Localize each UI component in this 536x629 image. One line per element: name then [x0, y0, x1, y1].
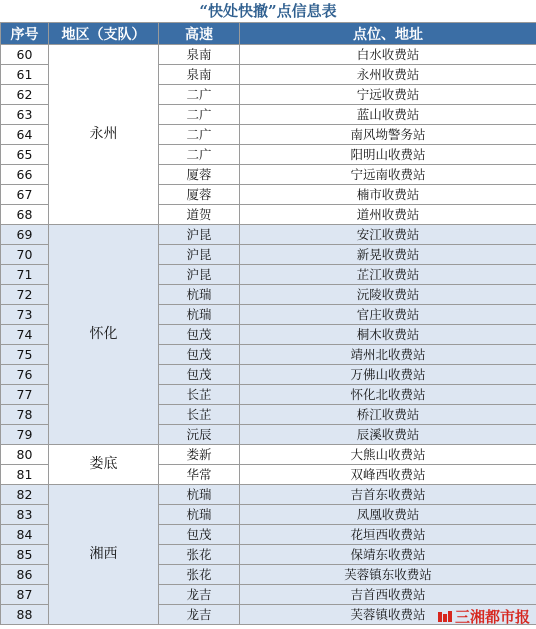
- cell-index: 86: [1, 565, 49, 585]
- table-body: [1, 45, 536, 625]
- cell-index: 87: [1, 585, 49, 605]
- cell-location: 桥江收费站: [240, 405, 536, 425]
- cell-highway: 杭瑞: [159, 285, 240, 305]
- cell-location: 桐木收费站: [240, 325, 536, 345]
- cell-highway: 长芷: [159, 405, 240, 425]
- cell-highway: 沅辰: [159, 425, 240, 445]
- cell-location: 阳明山收费站: [240, 145, 536, 165]
- cell-index: 61: [1, 65, 49, 85]
- cell-location: 靖州北收费站: [240, 345, 536, 365]
- cell-region: 怀化: [49, 225, 159, 445]
- cell-highway: 二广: [159, 145, 240, 165]
- table-row: [1, 445, 536, 465]
- cell-highway: 厦蓉: [159, 165, 240, 185]
- cell-index: 81: [1, 465, 49, 485]
- cell-index: 84: [1, 525, 49, 545]
- cell-index: 83: [1, 505, 49, 525]
- cell-index: 71: [1, 265, 49, 285]
- header-index: 序号: [1, 23, 49, 45]
- cell-highway: 张花: [159, 545, 240, 565]
- newspaper-watermark: [437, 606, 530, 627]
- cell-index: 67: [1, 185, 49, 205]
- cell-index: 74: [1, 325, 49, 345]
- cell-location: 芙蓉镇东收费站: [240, 565, 536, 585]
- cell-index: 73: [1, 305, 49, 325]
- cell-index: 66: [1, 165, 49, 185]
- cell-location: 吉首西收费站: [240, 585, 536, 605]
- cell-index: 70: [1, 245, 49, 265]
- cell-index: 79: [1, 425, 49, 445]
- cell-highway: 长芷: [159, 385, 240, 405]
- cell-index: 64: [1, 125, 49, 145]
- cell-location: 南风坳警务站: [240, 125, 536, 145]
- cell-highway: 沪昆: [159, 245, 240, 265]
- cell-location: 道州收费站: [240, 205, 536, 225]
- newspaper-logo-icon: [437, 609, 453, 625]
- table-row: [1, 485, 536, 505]
- cell-location: 永州收费站: [240, 65, 536, 85]
- cell-location: 芙蓉镇收费站: [240, 605, 536, 625]
- cell-index: 65: [1, 145, 49, 165]
- cell-highway: 二广: [159, 105, 240, 125]
- cell-location: 保靖东收费站: [240, 545, 536, 565]
- cell-location: 芷江收费站: [240, 265, 536, 285]
- cell-highway: 龙吉: [159, 585, 240, 605]
- cell-index: 85: [1, 545, 49, 565]
- cell-location: 宁远南收费站: [240, 165, 536, 185]
- cell-highway: 沪昆: [159, 225, 240, 245]
- watermark-text: 三湘都市报: [454, 608, 530, 626]
- cell-location: 大熊山收费站: [240, 445, 536, 465]
- cell-highway: 龙吉: [159, 605, 240, 625]
- cell-index: 88: [1, 605, 49, 625]
- cell-location: 宁远收费站: [240, 85, 536, 105]
- cell-region: 永州: [49, 45, 159, 225]
- cell-highway: 华常: [159, 465, 240, 485]
- checkpoint-table: [0, 22, 536, 625]
- cell-highway: 杭瑞: [159, 305, 240, 325]
- cell-location: 花垣西收费站: [240, 525, 536, 545]
- cell-location: 沅陵收费站: [240, 285, 536, 305]
- cell-location: 双峰西收费站: [240, 465, 536, 485]
- cell-location: 凤凰收费站: [240, 505, 536, 525]
- cell-highway: 二广: [159, 85, 240, 105]
- cell-index: 63: [1, 105, 49, 125]
- cell-location: 官庄收费站: [240, 305, 536, 325]
- cell-highway: 杭瑞: [159, 505, 240, 525]
- cell-highway: 包茂: [159, 525, 240, 545]
- header-location: 点位、地址: [240, 23, 536, 45]
- cell-index: 72: [1, 285, 49, 305]
- cell-location: 万佛山收费站: [240, 365, 536, 385]
- cell-index: 80: [1, 445, 49, 465]
- cell-index: 77: [1, 385, 49, 405]
- cell-highway: 沪昆: [159, 265, 240, 285]
- cell-highway: 二广: [159, 125, 240, 145]
- cell-highway: 泉南: [159, 45, 240, 65]
- cell-index: 78: [1, 405, 49, 425]
- cell-index: 69: [1, 225, 49, 245]
- header-region: 地区（支队）: [49, 23, 159, 45]
- table-row: [1, 225, 536, 245]
- cell-region: 湘西: [49, 485, 159, 625]
- cell-location: 蓝山收费站: [240, 105, 536, 125]
- cell-location: 吉首东收费站: [240, 485, 536, 505]
- cell-location: 楠市收费站: [240, 185, 536, 205]
- cell-index: 60: [1, 45, 49, 65]
- cell-location: 安江收费站: [240, 225, 536, 245]
- cell-index: 82: [1, 485, 49, 505]
- cell-highway: 道贺: [159, 205, 240, 225]
- cell-region: 娄底: [49, 445, 159, 485]
- cell-index: 76: [1, 365, 49, 385]
- cell-index: 62: [1, 85, 49, 105]
- cell-highway: 泉南: [159, 65, 240, 85]
- cell-highway: 杭瑞: [159, 485, 240, 505]
- cell-highway: 张花: [159, 565, 240, 585]
- table-title: “快处快撤”点信息表: [199, 2, 337, 20]
- cell-index: 75: [1, 345, 49, 365]
- cell-location: 白水收费站: [240, 45, 536, 65]
- header-highway: 高速: [159, 23, 240, 45]
- cell-highway: 包茂: [159, 365, 240, 385]
- cell-location: 怀化北收费站: [240, 385, 536, 405]
- cell-highway: 包茂: [159, 345, 240, 365]
- table-row: [1, 45, 536, 65]
- cell-location: 辰溪收费站: [240, 425, 536, 445]
- header-row: [1, 23, 536, 45]
- cell-index: 68: [1, 205, 49, 225]
- cell-highway: 包茂: [159, 325, 240, 345]
- cell-location: 新晃收费站: [240, 245, 536, 265]
- cell-highway: 厦蓉: [159, 185, 240, 205]
- cell-highway: 娄新: [159, 445, 240, 465]
